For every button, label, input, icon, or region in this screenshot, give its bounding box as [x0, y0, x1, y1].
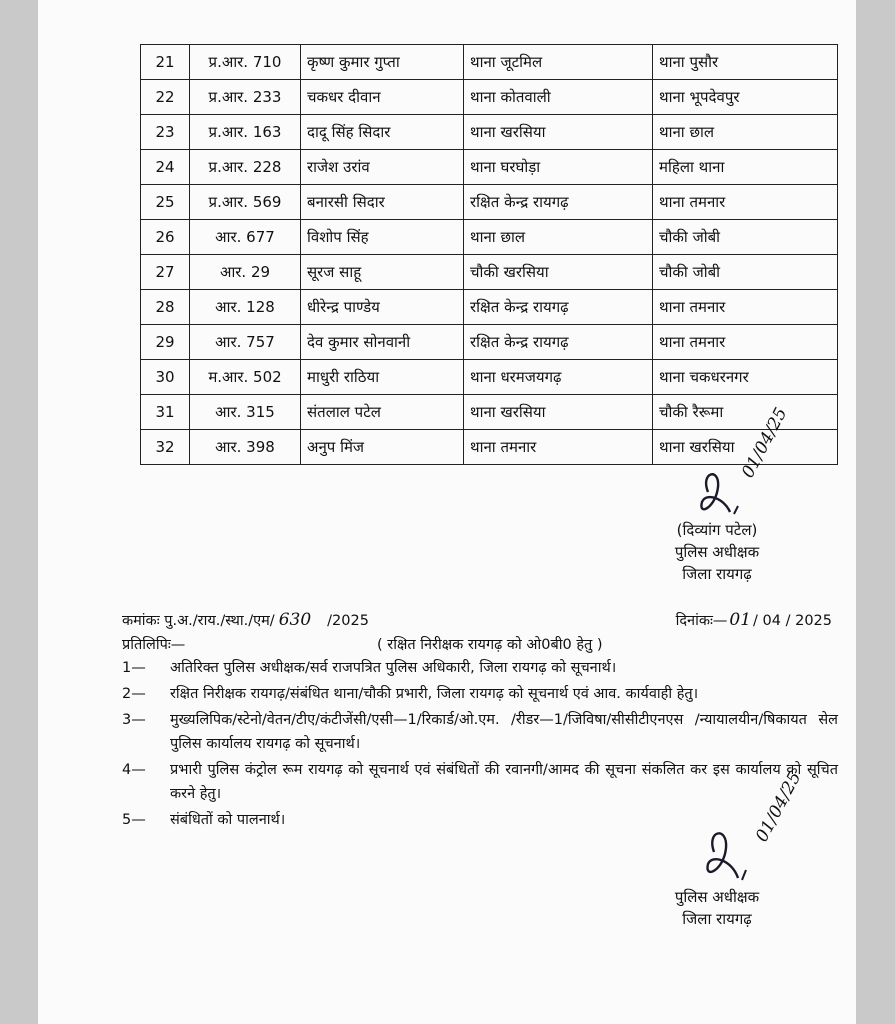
table-row [141, 360, 838, 395]
serial-number-cell: 25 [141, 185, 190, 220]
name-cell: चकधर दीवान [301, 80, 464, 115]
serial-number-cell: 22 [141, 80, 190, 115]
name-cell: धीरेन्द्र पाण्डेय [301, 290, 464, 325]
to-posting-cell: थाना पुसौर [653, 45, 838, 80]
rank-cell: प्र.आर. 569 [190, 185, 301, 220]
rank-cell: म.आर. 502 [190, 360, 301, 395]
table-row [141, 220, 838, 255]
signature-block-2 [652, 886, 782, 930]
to-posting-cell: चौकी रैरूमा [653, 395, 838, 430]
name-cell: दादू सिंह सिदार [301, 115, 464, 150]
distribution-item-number: 2— [122, 686, 146, 702]
rank-cell: प्र.आर. 163 [190, 115, 301, 150]
signatory-designation: पुलिस अधीक्षक [674, 543, 760, 561]
from-posting-cell: थाना खरसिया [464, 395, 653, 430]
distribution-item [122, 656, 838, 680]
to-posting-cell: थाना खरसिया [653, 430, 838, 465]
distribution-list [122, 656, 838, 834]
rank-cell: प्र.आर. 228 [190, 150, 301, 185]
transfer-table [140, 44, 838, 465]
to-posting-cell: थाना तमनार [653, 325, 838, 360]
serial-number-cell: 29 [141, 325, 190, 360]
to-posting-cell: थाना चकधरनगर [653, 360, 838, 395]
signatory-name: (दिव्यांग पटेल) [676, 521, 758, 539]
distribution-item-number: 1— [122, 660, 146, 676]
serial-number-cell: 23 [141, 115, 190, 150]
table-row [141, 430, 838, 465]
name-cell: सूरज साहू [301, 255, 464, 290]
name-cell: संतलाल पटेल [301, 395, 464, 430]
serial-number-cell: 21 [141, 45, 190, 80]
order-number-prefix: कमांकः पु.अ./राय./स्था./एम/ [122, 613, 275, 629]
name-cell: माधुरी राठिया [301, 360, 464, 395]
table-row [141, 185, 838, 220]
name-cell: कृष्ण कुमार गुप्ता [301, 45, 464, 80]
distribution-item-text: संबंधितों को पालनार्थ। [170, 812, 286, 828]
name-cell: बनारसी सिदार [301, 185, 464, 220]
distribution-item [122, 708, 838, 756]
signatory-district: जिला रायगढ़ [682, 565, 752, 583]
distribution-item-number: 5— [122, 812, 146, 828]
serial-number-cell: 30 [141, 360, 190, 395]
from-posting-cell: थाना छाल [464, 220, 653, 255]
from-posting-cell: थाना खरसिया [464, 115, 653, 150]
date-day: 01 [729, 610, 752, 630]
from-posting-cell: थाना धरमजयगढ़ [464, 360, 653, 395]
order-year: /2025 [327, 613, 369, 629]
table-row [141, 115, 838, 150]
distribution-item [122, 758, 838, 806]
name-cell: राजेश उरांव [301, 150, 464, 185]
rank-cell: आर. 677 [190, 220, 301, 255]
signature-date: 01/04/25 [738, 404, 792, 482]
distribution-item-text: मुख्यलिपिक/स्टेनो/वेतन/टीए/कंटीजेंसी/एसी—1/रिकार्ड/ओ.एम. /रीडर—1/जिविषा/सीसीटीएनएस /न्यायालयीन/षिकायत सेल पुलिस कार्यालय रायगढ़ को सूचनार्थ। [170, 712, 838, 752]
serial-number-cell: 24 [141, 150, 190, 185]
from-posting-cell: रक्षित केन्द्र रायगढ़ [464, 325, 653, 360]
rank-cell: आर. 29 [190, 255, 301, 290]
name-cell: अनुप मिंज [301, 430, 464, 465]
name-cell: विशोप सिंह [301, 220, 464, 255]
table-row [141, 290, 838, 325]
serial-number-cell: 26 [141, 220, 190, 255]
table-row [141, 395, 838, 430]
serial-number-cell: 32 [141, 430, 190, 465]
table-row [141, 325, 838, 360]
signature-date-2: 01/04/25 [752, 768, 806, 846]
date-rest: / 04 / 2025 [753, 613, 832, 629]
table-row [141, 255, 838, 290]
from-posting-cell: रक्षित केन्द्र रायगढ़ [464, 185, 653, 220]
to-posting-cell: थाना तमनार [653, 185, 838, 220]
to-posting-cell: थाना भूपदेवपुर [653, 80, 838, 115]
signatory-designation-2: पुलिस अधीक्षक [674, 888, 760, 906]
rank-cell: आर. 757 [190, 325, 301, 360]
name-cell: देव कुमार सोनवानी [301, 325, 464, 360]
table-row [141, 45, 838, 80]
from-posting-cell: थाना जूटमिल [464, 45, 653, 80]
from-posting-cell: थाना कोतवाली [464, 80, 653, 115]
signature-block-1 [652, 519, 782, 585]
order-number: 630 [278, 610, 312, 630]
signatory-district-2: जिला रायगढ़ [682, 910, 752, 928]
rank-cell: प्र.आर. 710 [190, 45, 301, 80]
serial-number-cell: 31 [141, 395, 190, 430]
distribution-item-number: 3— [122, 712, 146, 728]
date-label: दिनांकः— [675, 613, 728, 629]
rank-cell: आर. 128 [190, 290, 301, 325]
to-posting-cell: थाना छाल [653, 115, 838, 150]
from-posting-cell: थाना तमनार [464, 430, 653, 465]
copy-purpose: ( रक्षित निरीक्षक रायगढ़ को ओ0बी0 हेतु ) [377, 637, 603, 653]
to-posting-cell: थाना तमनार [653, 290, 838, 325]
to-posting-cell: महिला थाना [653, 150, 838, 185]
table-row [141, 80, 838, 115]
distribution-item-text: रक्षित निरीक्षक रायगढ़/संबंधित थाना/चौकी प्रभारी, जिला रायगढ़ को सूचनार्थ एवं आव. कार्यवाही हेतु। [170, 686, 699, 702]
rank-cell: आर. 398 [190, 430, 301, 465]
distribution-item-text: अतिरिक्त पुलिस अधीक्षक/सर्व राजपत्रित पुलिस अधिकारी, जिला रायगढ़ को सूचनार्थ। [170, 660, 617, 676]
rank-cell: प्र.आर. 233 [190, 80, 301, 115]
rank-cell: आर. 315 [190, 395, 301, 430]
from-posting-cell: रक्षित केन्द्र रायगढ़ [464, 290, 653, 325]
copy-label: प्रतिलिपिः— [122, 637, 186, 653]
serial-number-cell: 28 [141, 290, 190, 325]
table-row [141, 150, 838, 185]
from-posting-cell: चौकी खरसिया [464, 255, 653, 290]
from-posting-cell: थाना घरघोड़ा [464, 150, 653, 185]
distribution-item-text: प्रभारी पुलिस कंट्रोल रूम रायगढ़ को सूचनार्थ एवं संबंधितों की रवानगी/आमद की सूचना संकलित कर इस कार्यालय को सूचित करने हेतु। [170, 762, 838, 802]
to-posting-cell: चौकी जोबी [653, 220, 838, 255]
serial-number-cell: 27 [141, 255, 190, 290]
to-posting-cell: चौकी जोबी [653, 255, 838, 290]
distribution-item-number: 4— [122, 762, 146, 778]
distribution-item [122, 682, 838, 706]
